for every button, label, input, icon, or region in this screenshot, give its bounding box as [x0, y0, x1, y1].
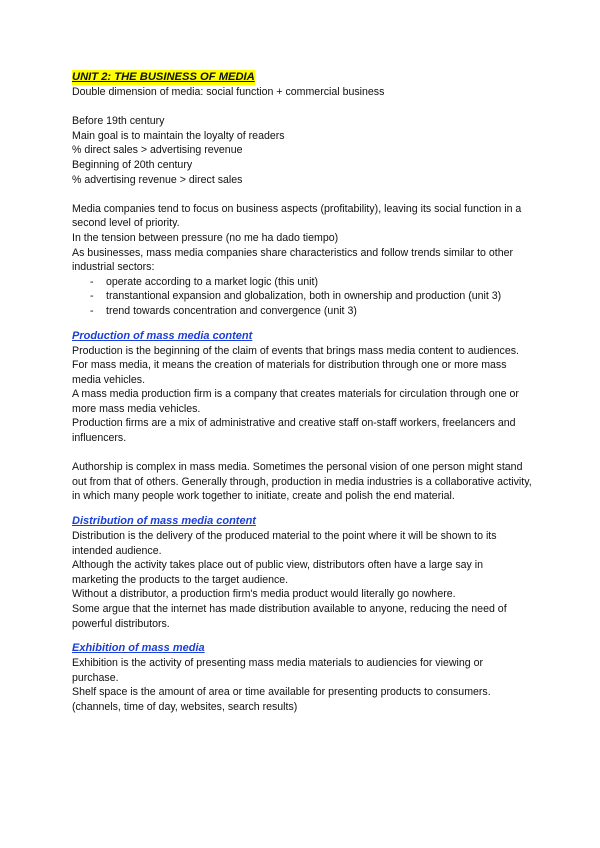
focus-paragraph: As businesses, mass media companies share characteristics and follow trends similar to other industrial sectors:	[72, 246, 514, 274]
exhibition-paragraph: Shelf space is the amount of area or time available for presenting products to consumers. (channels, time of day, websites, search results)	[72, 686, 491, 713]
exhibition-section	[72, 641, 532, 714]
document-page	[72, 70, 532, 715]
production-paragraph: Production firms are a mix of administrative and creative staff on-staff workers, freelancers and influencers.	[72, 417, 516, 445]
list-item: - operate according to a market logic (this unit)	[90, 275, 532, 290]
production-paragraph: A mass media production firm is a company that creates materials for circulation through one or more mass media vehicles.	[72, 388, 519, 415]
production-heading[interactable]: Production of mass media content	[72, 329, 253, 342]
list-item: - transtantional expansion and globalization, both in ownership and production (unit 3)	[90, 289, 532, 304]
focus-paragraph: In the tension between pressure (no me ha dado tiempo)	[72, 231, 339, 244]
document-title: UNIT 2: THE BUSINESS OF MEDIA	[72, 71, 255, 83]
distribution-paragraph: Some argue that the internet has made distribution available to anyone, reducing the need of powerful distributors.	[72, 603, 507, 630]
focus-paragraph: Media companies tend to focus on business aspects (profitability), leaving its social function in a second level of priority.	[72, 202, 522, 230]
trend-list	[72, 275, 532, 319]
history-line: Main goal is to maintain the loyalty of readers	[72, 129, 285, 142]
history-line: % advertising revenue > direct sales	[72, 173, 243, 186]
history-line: Beginning of 20th century	[72, 158, 193, 171]
history-line: Before 19th century	[72, 115, 165, 128]
distribution-section	[72, 514, 532, 631]
exhibition-heading[interactable]: Exhibition of mass media	[72, 642, 205, 655]
intro-text: Double dimension of media: social function + commercial business	[72, 86, 385, 98]
production-paragraph: Production is the beginning of the claim of events that brings mass media content to audiences. For mass media, it means the creation of materials for distribution through one or more mass media vehicles.	[72, 344, 519, 386]
list-item: - trend towards concentration and convergence (unit 3)	[90, 304, 532, 319]
authorship-paragraph: Authorship is complex in mass media. Sometimes the personal vision of one person might stand out from that of others. Generally through, production in media industries is a collaborative activity, in which many people work together to initiate, create and polish the end material.	[72, 461, 532, 503]
distribution-heading[interactable]: Distribution of mass media content	[72, 515, 256, 528]
history-line: % direct sales > advertising revenue	[72, 144, 243, 157]
distribution-paragraph: Although the activity takes place out of public view, distributors often have a large say in marketing the products to the target audience.	[72, 559, 484, 586]
production-section	[72, 329, 532, 505]
distribution-paragraph: Without a distributor, a production firm's media product would literally go nowhere.	[72, 588, 456, 601]
distribution-paragraph: Distribution is the delivery of the produced material to the point where it will be shown to its intended audience.	[72, 530, 497, 557]
exhibition-paragraph: Exhibition is the activity of presenting mass media materials to audiencies for viewing or purchase.	[72, 657, 483, 684]
